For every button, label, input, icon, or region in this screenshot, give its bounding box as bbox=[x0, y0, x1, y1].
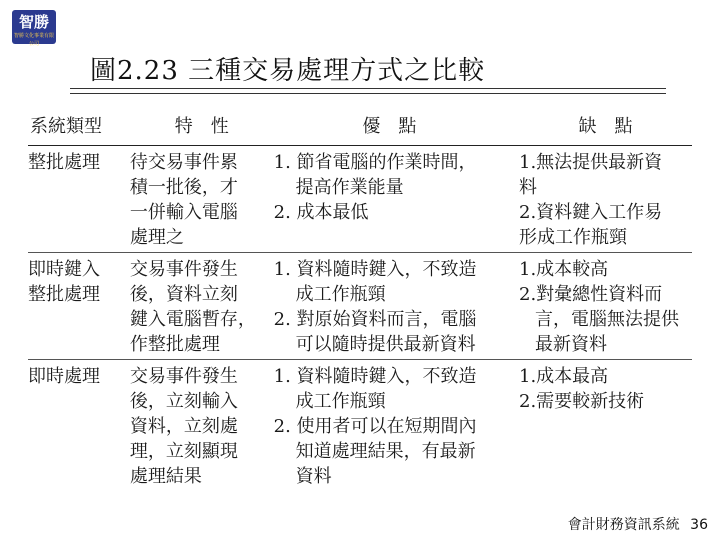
cell-line: 1. 資料隨時鍵入，不致造 bbox=[273, 259, 477, 280]
cell-line: 成工作瓶頸 bbox=[295, 391, 386, 412]
cell-disadvantage bbox=[505, 253, 692, 360]
logo-subtext: 智勝文化事業有限公司 bbox=[13, 33, 54, 47]
cell-line: 整批處理 bbox=[28, 152, 100, 173]
cell-line: 積一批後，才 bbox=[129, 177, 238, 198]
cell-feature bbox=[118, 360, 274, 492]
cell-line: 提高作業能量 bbox=[295, 177, 404, 198]
cell-line: 最新資料 bbox=[535, 334, 607, 355]
cell-line: 鍵入電腦暫存， bbox=[129, 309, 256, 330]
cell-feature bbox=[118, 253, 274, 360]
publisher-logo bbox=[12, 10, 56, 47]
cell-feature bbox=[118, 146, 274, 253]
cell-line: 資料 bbox=[295, 466, 332, 487]
cell-line: 待交易事件累 bbox=[129, 152, 238, 173]
cell-line: 資料，立刻處 bbox=[129, 416, 238, 437]
page-number: 36 bbox=[690, 517, 708, 533]
cell-disadvantage bbox=[505, 360, 692, 492]
title-rule-top bbox=[70, 88, 666, 89]
cell-line: 2. 成本最低 bbox=[273, 202, 369, 223]
cell-disadvantage bbox=[505, 146, 692, 253]
cell-line: 處理之 bbox=[129, 227, 184, 248]
cell-line: 言，電腦無法提供 bbox=[535, 309, 679, 330]
cell-line: 交易事件發生 bbox=[129, 259, 238, 280]
cell-line: 後，資料立刻 bbox=[129, 284, 238, 305]
cell-line: 料 bbox=[519, 177, 537, 198]
logo-mark: 智勝 bbox=[18, 13, 49, 31]
cell-line: 2. 使用者可以在短期間內 bbox=[273, 416, 477, 437]
cell-line: 1. 資料隨時鍵入，不致造 bbox=[273, 366, 477, 387]
cell-line: 1.成本較高 bbox=[519, 259, 609, 280]
cell-line: 2. 對原始資料而言，電腦 bbox=[273, 309, 477, 330]
cell-advantage bbox=[274, 146, 505, 253]
cell-type bbox=[28, 146, 118, 253]
cell-line: 1.成本最高 bbox=[519, 366, 609, 387]
cell-line: 即時處理 bbox=[28, 366, 100, 387]
cell-line: 整批處理 bbox=[28, 284, 100, 305]
title-rule-bottom bbox=[70, 93, 666, 94]
cell-line: 1.無法提供最新資 bbox=[519, 152, 663, 173]
header-advantage: 優 點 bbox=[274, 112, 505, 146]
table-row bbox=[28, 360, 692, 492]
cell-line: 可以隨時提供最新資料 bbox=[295, 334, 476, 355]
cell-line: 即時鍵入 bbox=[28, 259, 100, 280]
comparison-table bbox=[28, 112, 692, 491]
cell-line: 知道處理結果，有最新 bbox=[295, 441, 476, 462]
cell-advantage bbox=[274, 253, 505, 360]
cell-type bbox=[28, 360, 118, 492]
header-type: 系統類型 bbox=[28, 112, 118, 146]
cell-line: 形成工作瓶頸 bbox=[519, 227, 627, 248]
cell-line: 作整批處理 bbox=[129, 334, 220, 355]
cell-line: 處理結果 bbox=[129, 466, 202, 487]
cell-advantage bbox=[274, 360, 505, 492]
table-row bbox=[28, 253, 692, 360]
cell-line: 一併輸入電腦 bbox=[129, 202, 238, 223]
table-row bbox=[28, 146, 692, 253]
cell-line: 1. 節省電腦的作業時間， bbox=[273, 152, 477, 173]
cell-line: 2.資料鍵入工作易 bbox=[519, 202, 663, 223]
page-title: 圖2.23 三種交易處理方式之比較 bbox=[90, 56, 486, 86]
cell-line: 後，立刻輸入 bbox=[129, 391, 238, 412]
cell-type bbox=[28, 253, 118, 360]
table-header-row bbox=[28, 112, 692, 146]
header-disadvantage: 缺 點 bbox=[505, 112, 692, 146]
footer-text: 會計財務資訊系統 bbox=[567, 517, 680, 533]
page-footer bbox=[568, 514, 708, 534]
cell-line: 2.需要較新技術 bbox=[519, 391, 645, 412]
cell-line: 交易事件發生 bbox=[129, 366, 238, 387]
cell-line: 成工作瓶頸 bbox=[295, 284, 386, 305]
cell-line: 理，立刻顯現 bbox=[129, 441, 238, 462]
cell-line: 2.對彙總性資料而 bbox=[519, 284, 663, 305]
header-feature: 特 性 bbox=[118, 112, 274, 146]
